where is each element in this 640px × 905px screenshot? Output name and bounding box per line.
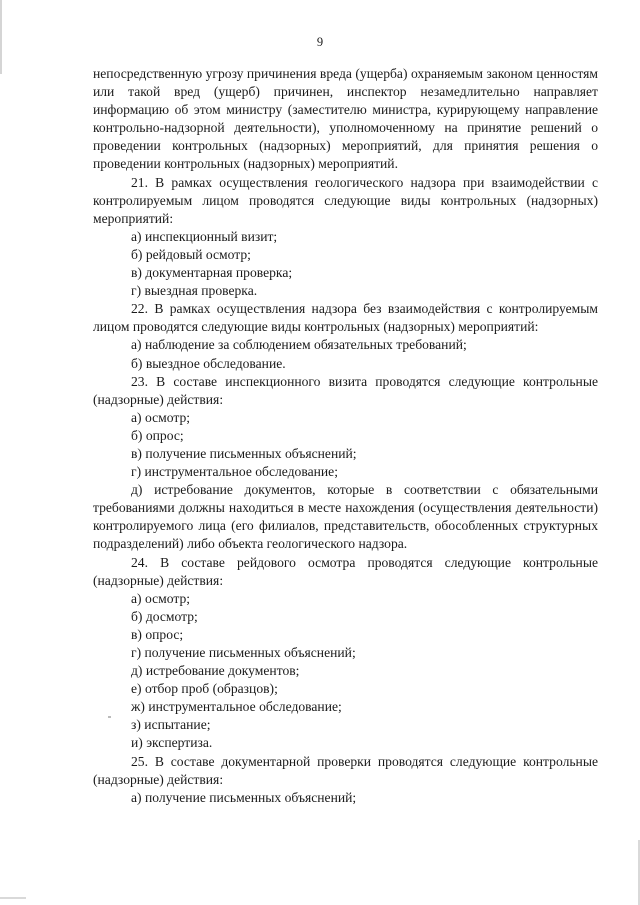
list-item: б) досмотр; xyxy=(131,608,198,624)
list-item: а) осмотр; xyxy=(131,590,191,606)
list-item: г) выездная проверка. xyxy=(131,283,258,299)
list-item: б) выездное обследование. xyxy=(131,355,286,371)
page-number: 9 xyxy=(316,35,324,49)
list-item: в) получение письменных объяснений; xyxy=(131,445,357,461)
list-item: а) наблюдение за соблюдением обязательных требований; xyxy=(131,337,467,353)
list-item: з) испытание; xyxy=(131,717,211,733)
list-item: д) истребование документов; xyxy=(131,663,300,679)
list-item: в) документарная проверка; xyxy=(131,265,293,281)
list-item: г) инструментальное обследование; xyxy=(131,464,338,480)
scan-edge-mark xyxy=(0,897,26,899)
list-item: а) получение письменных объяснений; xyxy=(131,789,357,805)
paragraph: 24. В составе рейдового осмотра проводятся следующие контрольные (надзорные) действия: xyxy=(93,554,598,588)
paragraph: 25. В составе документарной проверки проводятся следующие контрольные (надзорные) действия: xyxy=(93,753,598,787)
paragraph: 22. В рамках осуществления надзора без взаимодействия с контролируемым лицом проводятся следующие виды контрольных (надзорных) мероприятий: xyxy=(93,301,598,335)
list-item: а) инспекционный визит; xyxy=(131,228,278,244)
paragraph: д) истребование документов, которые в соответствии с обязательными требованиями должны находиться в месте нахождения (осуществления деятельности) контролируемого лица (его филиалов, представительств, обособленных структурных подразделений) либо объекта геологического надзора. xyxy=(93,482,598,552)
paragraph-continuation: непосредственную угрозу причинения вреда (ущерба) охраняемым законом ценностям или такой вред (ущерб) причинен, инспектор незамедлительно направляет информацию об этом министру (заместителю министра, курирующему направление контрольно-надзорной деятельности), уполномоченному на принятие решений о проведении контрольных (надзорных) мероприятий, для принятия решения о проведении контрольных (надзорных) мероприятий. xyxy=(93,66,598,172)
list-item: е) отбор проб (образцов); xyxy=(131,681,278,697)
list-item: б) опрос; xyxy=(131,427,184,443)
paragraph: 23. В составе инспекционного визита проводятся следующие контрольные (надзорные) действия: xyxy=(93,373,598,407)
list-item: г) получение письменных объяснений; xyxy=(131,645,356,660)
list-item: и) экспертиза. xyxy=(131,735,213,751)
list-item: а) осмотр; xyxy=(131,409,191,425)
paragraph: 21. В рамках осуществления геологического надзора при взаимодействии с контролируемым лицом проводятся следующие виды контрольных (надзорных) мероприятий: xyxy=(93,174,598,226)
list-item: б) рейдовый осмотр; xyxy=(131,246,251,262)
list-item: в) опрос; xyxy=(131,626,184,642)
list-item: ж) инструментальное обследование; xyxy=(131,699,342,715)
document-body xyxy=(93,65,598,807)
